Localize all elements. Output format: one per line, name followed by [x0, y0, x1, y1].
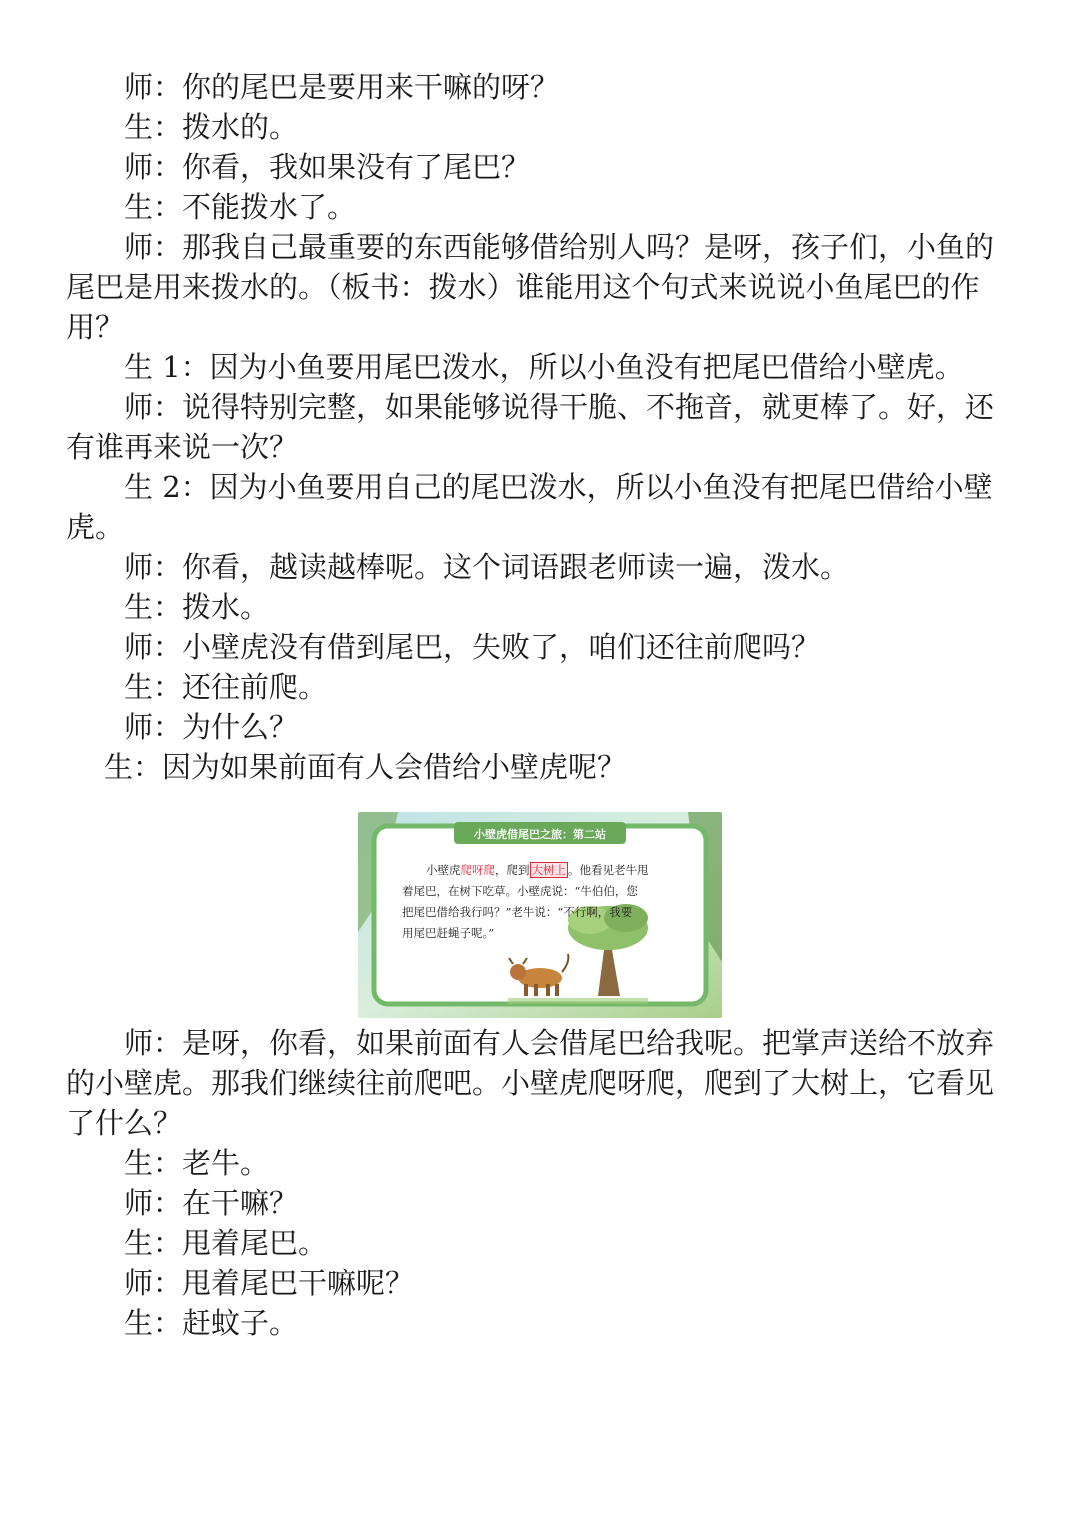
slide-text-highlight: 爬呀爬: [460, 863, 495, 877]
dialogue-line: 有谁再来说一次？: [66, 430, 299, 464]
dialogue-line: 生：甩着尾巴。: [124, 1226, 328, 1260]
dialogue-line: 师：你看，我如果没有了尾巴？: [124, 150, 531, 184]
dialogue-line: 师：你看，越读越棒呢。这个词语跟老师读一遍，泼水。: [124, 550, 850, 584]
dialogue-line: 师：在干嘛？: [124, 1186, 299, 1220]
slide-text-run: 。他看见老牛甩: [568, 863, 649, 877]
dialogue-line: 用？: [66, 310, 125, 344]
dialogue-line: 师：甩着尾巴干嘛呢？: [124, 1266, 415, 1300]
slide-text-line: 用尾巴赶蝇子呢。”: [402, 926, 495, 940]
slide-text-line: 把尾巴借给我行吗？”老牛说：“不行啊，我要: [402, 905, 633, 919]
dialogue-line: 师：那我自己最重要的东西能够借给别人吗？是呀，孩子们，小鱼的: [124, 230, 995, 264]
dialogue-line: 师：说得特别完整，如果能够说得干脆、不拖音，就更棒了。好，还: [124, 390, 995, 424]
dialogue-line: 生：不能拨水了。: [124, 190, 357, 224]
dialogue-line: 了什么？: [66, 1106, 183, 1140]
dialogue-line: 生 1：因为小鱼要用尾巴泼水，所以小鱼没有把尾巴借给小壁虎。: [124, 350, 964, 384]
slide-text-boxed: 大树上: [531, 863, 566, 877]
lesson-slide-image: [358, 812, 722, 1018]
dialogue-line: 师：是呀，你看，如果前面有人会借尾巴给我呢。把掌声送给不放弃: [124, 1026, 995, 1060]
slide-title: 小壁虎借尾巴之旅：第二站: [474, 828, 606, 841]
dialogue-line: 生：还往前爬。: [124, 670, 328, 704]
dialogue-line: 虎。: [66, 510, 125, 544]
dialogue-line: 师：小壁虎没有借到尾巴，失败了，咱们还往前爬吗？: [124, 630, 821, 664]
slide-story-text: [402, 860, 702, 944]
dialogue-line: 尾巴是用来拨水的。（板书：拨水）谁能用这个句式来说说小鱼尾巴的作: [66, 270, 980, 304]
dialogue-line: 生：因为如果前面有人会借给小壁虎呢？: [104, 750, 627, 784]
dialogue-line: 生 2：因为小鱼要用自己的尾巴泼水，所以小鱼没有把尾巴借给小壁: [124, 470, 993, 504]
dialogue-line: 师：你的尾巴是要用来干嘛的呀？: [124, 70, 560, 104]
slide-text-run: ，爬到: [495, 863, 530, 877]
dialogue-line: 生：拨水。: [124, 590, 270, 624]
dialogue-line: 生：赶蚊子。: [124, 1306, 299, 1340]
dialogue-line: 生：老牛。: [124, 1146, 270, 1180]
dialogue-line: 生：拨水的。: [124, 110, 299, 144]
slide-text-line: 着尾巴，在树下吃草。小壁虎说：“牛伯伯，您: [402, 884, 638, 898]
slide-text-run: 小壁虎: [426, 863, 461, 877]
dialogue-line: 师：为什么？: [124, 710, 299, 744]
dialogue-line: 的小壁虎。那我们继续往前爬吧。小壁虎爬呀爬，爬到了大树上，它看见: [66, 1066, 995, 1100]
